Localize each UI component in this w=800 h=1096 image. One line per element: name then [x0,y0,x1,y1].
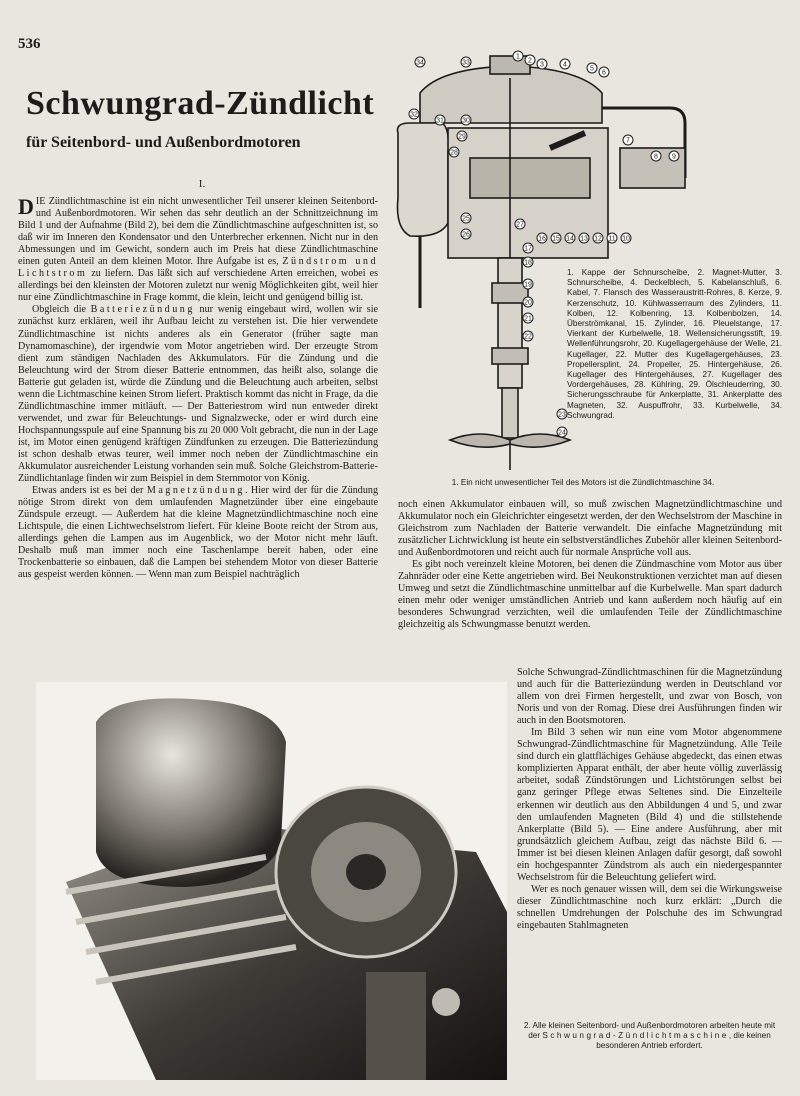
article-subtitle: für Seitenbord- und Außenbordmotoren [26,134,301,151]
diagram-number: 22 [524,333,532,341]
diagram-number: 12 [594,235,602,243]
engine-photo-drawing [36,682,507,1080]
diagram-number: 15 [552,235,560,243]
engine-photo [36,682,507,1080]
diagram-number: 16 [538,235,546,243]
paragraph: Es gibt noch vereinzelt kleine Motoren, bei denen die Zündmaschine vom Motor aus über Zahnräder oder eine Kette angetrieben wird. Bei Neukonstruktionen verzichtet man auf diesen Umweg und setzt die Zündlichtmaschine unmittelbar auf die Kurbelwelle. Man spart dadurch einen mehr oder weniger umständlichen Antrieb und kann außerdem noch häufig auf ein besonderes Schwungrad verzichten, weil die umlaufenden Teile der Zündlichtmaschine gleichzeitig als Schwungmasse benutzt werden. [398,559,782,631]
section-numeral: I. [198,178,206,190]
column-left [18,196,378,582]
diagram-number: 10 [622,235,630,243]
diagram-number: 34 [416,59,424,67]
diagram-number: 27 [516,221,524,229]
paragraph: Im Bild 3 sehen wir nun eine vom Motor abgenommene Schwungrad-Zündlichtmaschine für Magnetzündung. Alle Teile sind durch ein glattflächiges Gehäuse abgedeckt, das einen etwas komplizierten Apparat enthält, der aber heute völlig zuverlässig arbeitet, sodaß Zündstörungen und Lichtstörungen selbst bei ganz geringer Pflege etwas Seltenes sind. Die Einzelteile erkennen wir deutlich aus den Abbildungen 4 und 5, und zwar den umlaufenden Magneten (Bild 4) und die stillstehende Ankerplatte (Bild 5). — Eine andere Ausführung, aber mit grundsätzlich gleichem Aufbau, zeigt das nächste Bild 6. — Immer ist bei diesen kleinen Anlagen dafür gesorgt, daß sowohl ein hochgespannter Zündstrom als auch ein niedergespannter Wechselstrom für die Beleuchtung geliefert wird. [517,727,782,883]
drop-cap: D [18,194,34,219]
diagram-number: 23 [558,411,566,419]
diagram-number: 6 [602,69,606,77]
column-right [517,667,782,932]
paragraph: Obgleich die Batteriezündung nur wenig eingebaut wird, wollen wir sie zunächst kurz erklären, weil ihr Aufbau leicht zu verstehen ist. Die hier verwendete Zündlichtmaschine ist nichts anderes als ein Generator (früher sagte man Dynamomaschine), der irgendwie vom Motor angetrieben wird. Der erzeugte Strom dient zum ständigen Nachladen des Akkumulators. Für die Zündung und die Beleuchtung wird der Strom dieser Batterie entnommen, das heißt also, solange die Batterie gut geladen ist, würde die Zündung und die Beleuchtung auch arbeiten, selbst wenn die Lichtmaschine keinen Strom liefert. Praktisch kommt das nicht in Frage, da die Zündlichtmaschine immer mitläuft. — Der Batteriestrom wird nun entweder direkt verwendet, und zwar für Beleuchtungs- und Signalzwecke, oder er wird durch eine Hochspannungsspule auf eine Spannung bis zu 20 000 Volt gebracht, die nun in der Lage ist, im Motor einen genügend kräftigen Zündfunken zu erzeugen. Die Batteriezündung ist schon deshalb etwas teurer, weil immer noch neben der Zündlichtmaschine ein Akkumulator ausreichender Leistung vorhanden sein muß. Solche Gleichstrom-Batterie-Zündlichtanlage finden wir zum Beispiel in dem Sternmotor von König. [18,304,378,485]
diagram-number: 20 [524,299,532,307]
paragraph: DIE Zündlichtmaschine ist ein nicht unwesentlicher Teil unserer kleinen Seitenbord- und Außenbordmotoren. Wir sehen das sehr deutlich an der Schnittzeichnung im Bild 1 und der Aufnahme (Bild 2), bei dem die Zündlichtmaschine aufgeschnitten ist, so daß wir im Inneren den Kondensator und den Unterbrecher erkennen. Nicht nur in den Abmessungen und im Gewicht, sondern auch im Preis hat diese Zündlichtmaschine einen guten Anteil an dem kleinen Motor. Ihre Aufgabe ist es, Zündstrom und Lichtstrom zu liefern. Das läßt sich auf verschiedene Arten erreichen, wobei es allerdings bei den kleinsten der Motoren zuletzt nur wenig Möglichkeiten gibt, weil hier nur eine Zündlichtmaschine in Frage kommt, die klein, leicht und genügend billig ist. [18,194,378,304]
figure-2-caption: 2. Alle kleinen Seitenbord- und Außenbordmotoren arbeiten heute mit der Schwungrad-Zündlichtmaschine, die keinen besonderen Antrieb erfordert. [523,1021,776,1051]
article-title: Schwungrad-Zündlicht [26,85,375,122]
diagram-number: 19 [524,281,532,289]
paragraph: Wer es noch genauer wissen will, dem sei die Wirkungsweise dieser Zündlichtmaschine noch kurz erklärt: „Durch die schnellen Umdrehungen der Polschuhe des im Schwungrad eingebauten Stahlmagneten [517,883,782,931]
diagram-number: 24 [558,429,566,437]
diagram-number: 11 [608,235,616,243]
diagram-number: 32 [410,111,418,119]
column-middle [398,499,782,632]
diagram-number: 8 [654,153,658,161]
diagram-number: 1 [516,53,520,61]
diagram-number: 21 [524,315,532,323]
diagram-number: 31 [436,117,444,125]
diagram-number: 18 [524,259,532,267]
diagram-number: 5 [590,65,594,73]
diagram-number: 2 [528,57,532,65]
diagram-number: 4 [563,61,567,69]
diagram-number: 28 [450,149,458,157]
figure-legend: 1. Kappe der Schnurscheibe, 2. Magnet-Mutter, 3. Schnurscheibe, 4. Deckelblech, 5. Kabelanschluß, 6. Kabel, 7. Flansch des Wasseraustritt-Rohres, 8. Kerze, 9. Kerzenschutz, 10. Kühlwasserraum des Zylinders, 11. Kolben, 12. Kolbenring, 13. Kolbenbolzen, 14. Überströmkanal, 15. Zylinder, 16. Pleuelstange, 17. Vierkant der Kurbelwelle, 18. Wellensicherungsstift, 19. Wellenführungsrohr, 20. Kugellagergehäuse der Welle, 21. Kugellager, 22. Mutter des Kugellagergehäuses, 23. Propellersplint, 24. Propeller, 25. Hintergehäuse, 26. Kugellager des Hintergehäuses, 27. Kugellager des Vordergehäuses, 28. Kühlring, 29. Ölschleuderring, 30. Sicherungsschraube für Ankerplatte, 31. Ankerplatte des Magneten, 32. Auspuffrohr, 33. Kurbelwelle, 34. Schwungrad. [567,268,782,420]
diagram-number: 14 [566,235,574,243]
paragraph: Solche Schwungrad-Zündlichtmaschinen für die Magnetzündung und auch für die Batteriezündung werden in Deutschland vor allem von drei Firmen hergestellt, und zwar von Bosch, von Noris und von der Romag. Diese drei Ausführungen finden wir auch in den Bootsmotoren. [517,667,782,727]
diagram-number: 26 [462,231,470,239]
diagram-number: 30 [462,117,470,125]
diagram-number: 3 [540,61,544,69]
paragraph: Etwas anders ist es bei der Magnetzündung. Hier wird der für die Zündung nötige Strom direkt von dem umlaufenden Magnetzünder über eine eingebaute Zündspule erzeugt. — Außerdem hat die kleine Magnetzündlichtmaschine noch eine Lichtspule, die einen Lichtwechselstrom liefert. Für kleine Boote reicht der Strom aus, allerdings gehen die Lampen aus im Augenblick, wo der Motor nicht mehr läuft. Deshalb muß man immer noch eine Taschenlampe bereit haben, oder eine Trockenbatterie so einbauen, daß die Lampen bei stehendem Motor von dieser Batterie aus gespeist werden können. — Wenn man zum Beispiel nachträglich [18,485,378,581]
diagram-number: 17 [524,245,532,253]
diagram-number: 9 [672,153,676,161]
diagram-number: 7 [626,137,630,145]
page-number: 536 [18,36,41,52]
figure-1-caption: 1. Ein nicht unwesentlicher Teil des Motors ist die Zündlichtmaschine 34. [451,478,715,487]
diagram-number: 33 [462,59,470,67]
diagram-number: 25 [462,215,470,223]
diagram-number: 13 [580,235,588,243]
paragraph: noch einen Akkumulator einbauen will, so muß zwischen Magnetzündlichtmaschine und Akkumulator noch ein Gleichrichter eingesetzt werden, der den Wechselstrom der Maschine in Gleichstrom zum Nachladen der Batterie verwandelt. Die einfache Magnetzündung mit zusätzlicher Lichtwicklung ist heute ein selbstverständliches Zubehör aller kleinen Seitenbord- und Außenbordmotoren und reicht auch für normale Ansprüche voll aus. [398,499,782,559]
diagram-number: 29 [458,133,466,141]
